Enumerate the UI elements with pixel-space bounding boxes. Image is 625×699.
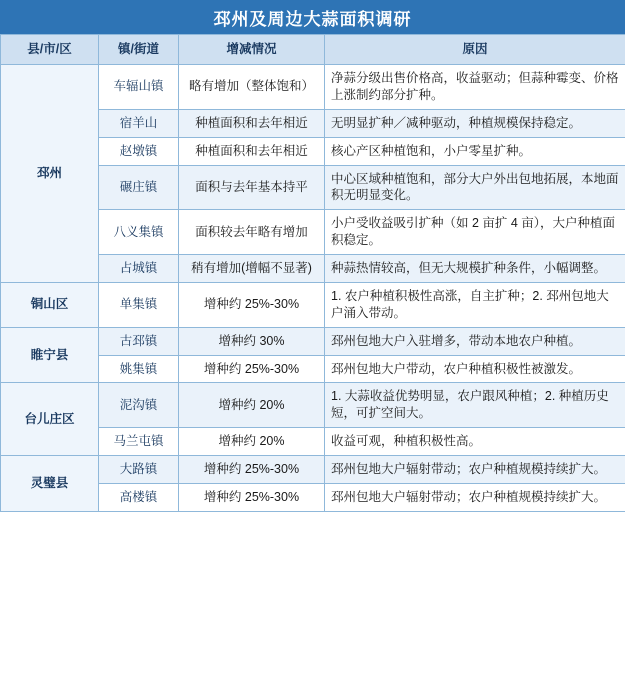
change-cell: 面积与去年基本持平	[179, 165, 325, 210]
reason-cell: 小户受收益吸引扩种（如 2 亩扩 4 亩），大户种植面积稳定。	[325, 210, 625, 255]
table-row	[1, 282, 625, 327]
town-cell: 八义集镇	[99, 210, 179, 255]
town-cell: 单集镇	[99, 282, 179, 327]
change-cell: 稍有增加(增幅不显著)	[179, 255, 325, 283]
change-cell: 增种约 20%	[179, 428, 325, 456]
table-header-row	[1, 35, 625, 65]
reason-cell: 中心区域种植饱和，部分大户外出包地拓展，本地面积无明显变化。	[325, 165, 625, 210]
region-cell: 铜山区	[1, 282, 99, 327]
region-cell: 台儿庄区	[1, 383, 99, 456]
change-cell: 增种约 25%-30%	[179, 456, 325, 484]
reason-cell: 邳州包地大户入驻增多，带动本地农户种植。	[325, 327, 625, 355]
reason-cell: 邳州包地大户辐射带动；农户种植规模持续扩大。	[325, 483, 625, 511]
reason-cell: 邳州包地大户带动，农户种植积极性被激发。	[325, 355, 625, 383]
change-cell: 增种约 20%	[179, 383, 325, 428]
region-cell: 灵璧县	[1, 456, 99, 512]
reason-cell: 种蒜热情较高，但无大规模扩种条件，小幅调整。	[325, 255, 625, 283]
town-cell: 碾庄镇	[99, 165, 179, 210]
change-cell: 增种约 25%-30%	[179, 355, 325, 383]
column-header-reason: 原因	[325, 35, 625, 65]
change-cell: 面积较去年略有增加	[179, 210, 325, 255]
column-header-town: 镇/街道	[99, 35, 179, 65]
table-body	[1, 65, 625, 512]
table-row	[1, 327, 625, 355]
town-cell: 宿羊山	[99, 109, 179, 137]
table-row	[1, 456, 625, 484]
change-cell: 种植面积和去年相近	[179, 137, 325, 165]
table-header	[1, 35, 625, 65]
page-title: 邳州及周边大蒜面积调研	[0, 0, 625, 34]
table-row	[1, 383, 625, 428]
reason-cell: 无明显扩种／减种驱动，种植规模保持稳定。	[325, 109, 625, 137]
change-cell: 增种约 25%-30%	[179, 483, 325, 511]
reason-cell: 1. 农户种植积极性高涨，自主扩种；2. 邳州包地大户涌入带动。	[325, 282, 625, 327]
town-cell: 马兰屯镇	[99, 428, 179, 456]
change-cell: 略有增加（整体饱和）	[179, 65, 325, 110]
change-cell: 种植面积和去年相近	[179, 109, 325, 137]
reason-cell: 净蒜分级出售价格高，收益驱动；但蒜种霉变、价格上涨制约部分扩种。	[325, 65, 625, 110]
change-cell: 增种约 25%-30%	[179, 282, 325, 327]
town-cell: 占城镇	[99, 255, 179, 283]
reason-cell: 核心产区种植饱和，小户零星扩种。	[325, 137, 625, 165]
reason-cell: 邳州包地大户辐射带动；农户种植规模持续扩大。	[325, 456, 625, 484]
survey-table	[0, 34, 625, 512]
region-cell: 睢宁县	[1, 327, 99, 383]
change-cell: 增种约 30%	[179, 327, 325, 355]
column-header-change: 增减情况	[179, 35, 325, 65]
town-cell: 高楼镇	[99, 483, 179, 511]
town-cell: 赵墩镇	[99, 137, 179, 165]
town-cell: 古邳镇	[99, 327, 179, 355]
region-cell: 邳州	[1, 65, 99, 283]
town-cell: 车辐山镇	[99, 65, 179, 110]
town-cell: 泥沟镇	[99, 383, 179, 428]
column-header-region: 县/市/区	[1, 35, 99, 65]
reason-cell: 收益可观，种植积极性高。	[325, 428, 625, 456]
town-cell: 姚集镇	[99, 355, 179, 383]
reason-cell: 1. 大蒜收益优势明显，农户跟风种植；2. 种植历史短，可扩空间大。	[325, 383, 625, 428]
town-cell: 大路镇	[99, 456, 179, 484]
table-row	[1, 65, 625, 110]
